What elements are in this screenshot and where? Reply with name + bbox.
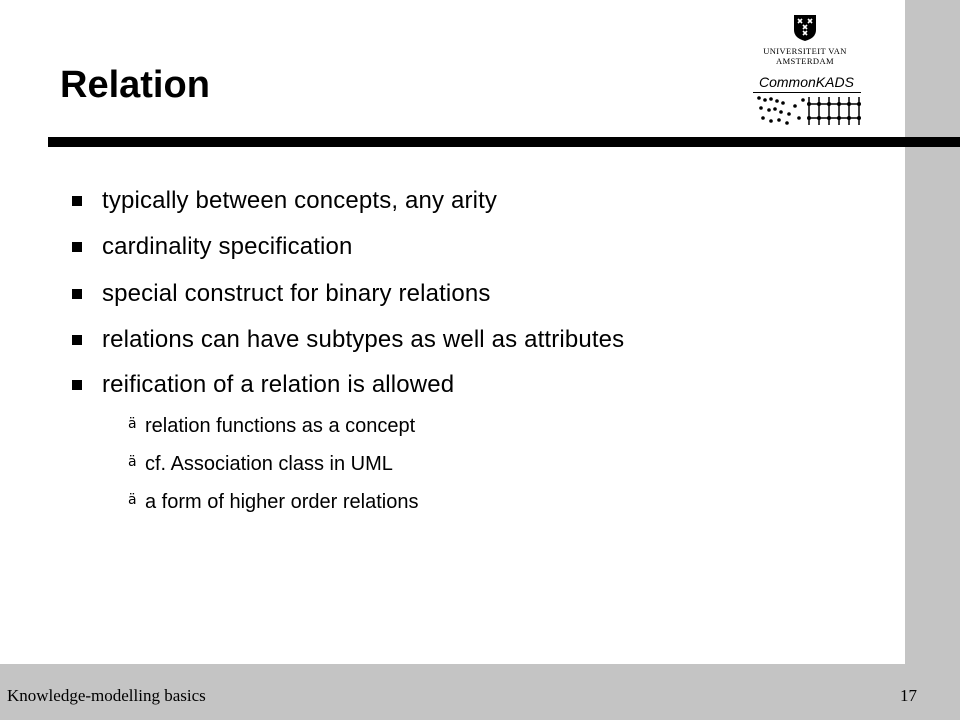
square-bullet-icon	[72, 335, 82, 345]
commonkads-wordmark: CommonKADS	[759, 74, 854, 90]
university-name: UNIVERSITEIT VAN AMSTERDAM	[763, 46, 847, 66]
university-seal-icon	[793, 14, 817, 42]
square-bullet-icon	[72, 196, 82, 206]
title-underline	[48, 137, 960, 147]
commonkads-rule	[753, 92, 861, 93]
sub-bullet-text: relation functions as a concept	[145, 415, 416, 437]
right-side-band	[905, 0, 960, 720]
square-bullet-icon	[72, 242, 82, 252]
sub-bullet-arrow-icon: ä	[128, 454, 137, 470]
page-number: 17	[900, 686, 917, 705]
bullet-text: relations can have subtypes as well as attributes	[102, 326, 625, 353]
footer-title: Knowledge-modelling basics	[7, 686, 206, 705]
commonkads-logo	[753, 74, 865, 130]
university-logo	[750, 14, 860, 66]
square-bullet-icon	[72, 289, 82, 299]
sub-bullet-arrow-icon: ä	[128, 416, 137, 432]
commonkads-network-icon	[753, 94, 863, 128]
bullet-text: cardinality specification	[102, 233, 353, 260]
bullet-text: typically between concepts, any arity	[102, 187, 498, 214]
sub-bullet-arrow-icon: ä	[128, 492, 137, 508]
sub-bullet-text: a form of higher order relations	[145, 491, 419, 513]
sub-bullet-text: cf. Association class in UML	[145, 453, 393, 475]
square-bullet-icon	[72, 380, 82, 390]
slide-title: Relation	[60, 64, 210, 106]
bullet-text: special construct for binary relations	[102, 280, 491, 307]
bullet-text: reification of a relation is allowed	[102, 371, 455, 398]
